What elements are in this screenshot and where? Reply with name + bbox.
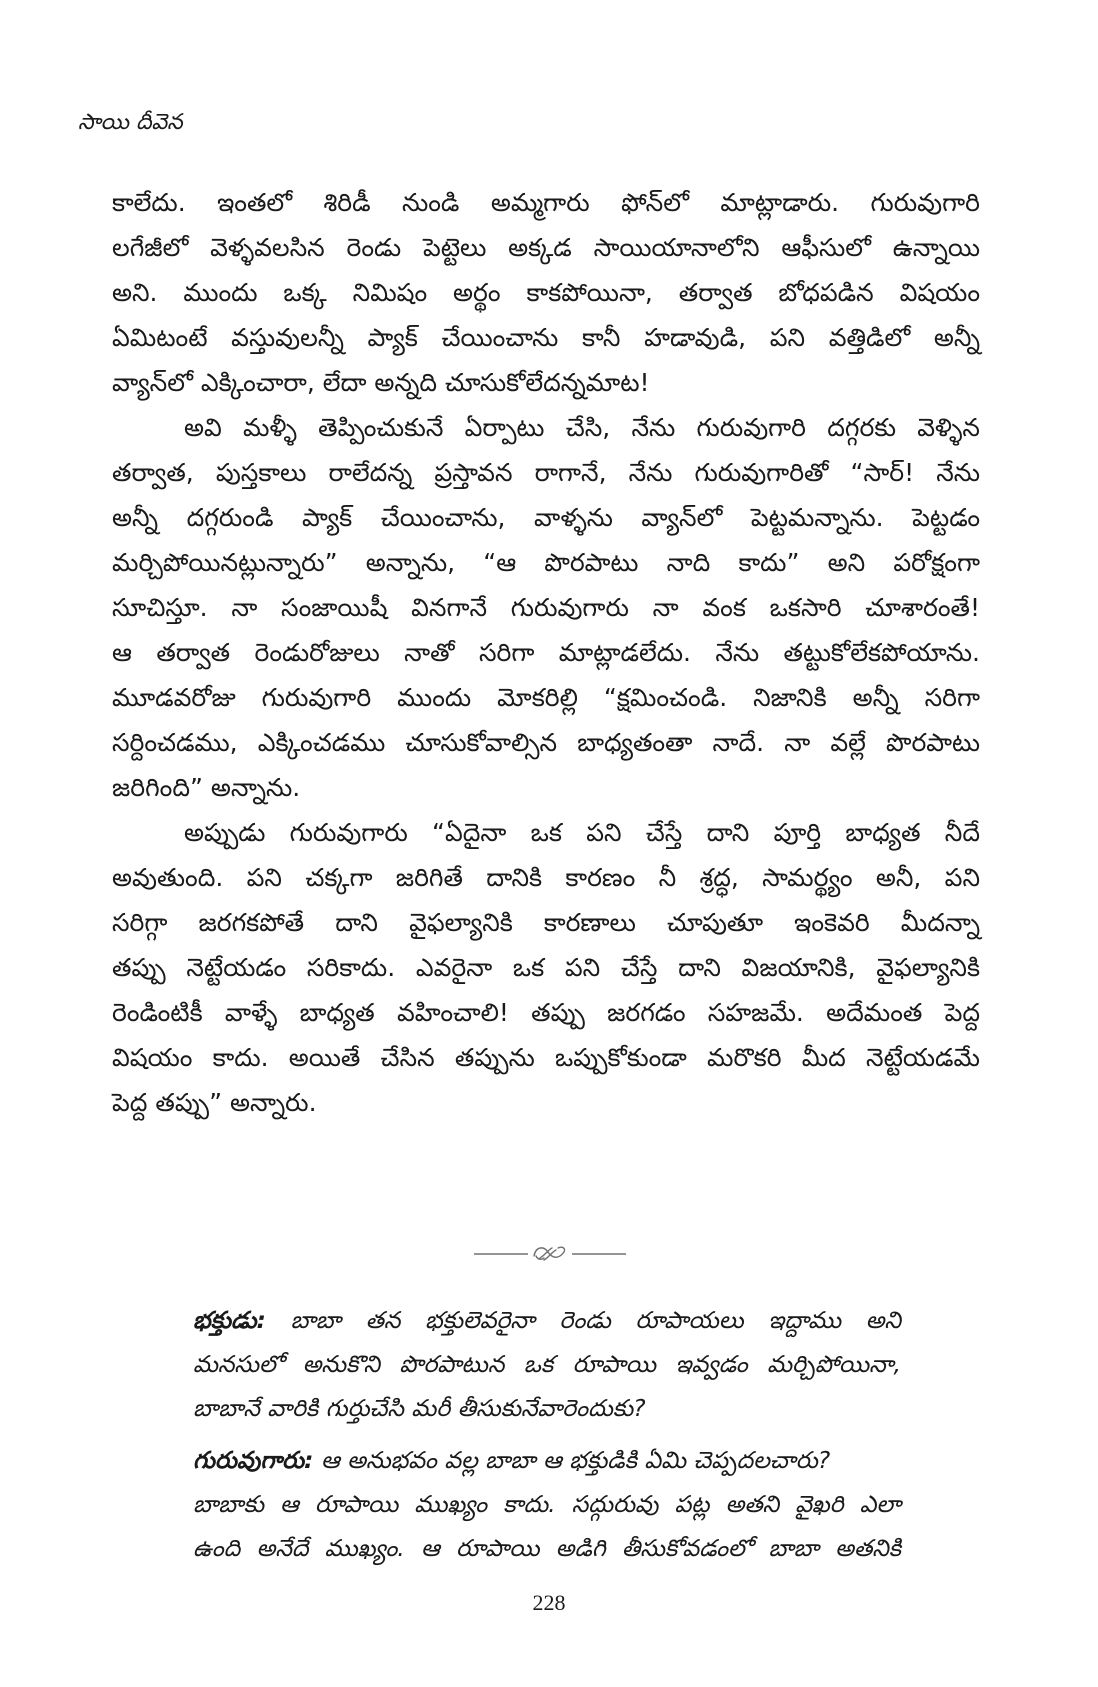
text-line: రెండింటికీ వాళ్ళే బాధ్యత వహించాలి! తప్పు జరగడం సహజమే. అదేమంత పెద్ద [112,998,980,1027]
page-number: 228 [532,1590,566,1615]
text-line: విషయం కాదు. అయితే చేసిన తప్పును ఒప్పుకోకుండా మరొకరి మీద నెట్టేయడమే [112,1043,980,1072]
text-line: మూడవరోజు గురువుగారి ముందు మోకరిల్లి “క్షమించండి. నిజానికి అన్నీ సరిగా [112,683,980,712]
flourish-divider-icon [470,1238,630,1268]
text-line: పెద్ద తప్పు” అన్నారు. [112,1088,317,1117]
text-line: ఏమిటంటే వస్తువులన్నీ ప్యాక్ చేయించాను కానీ హడావుడి, పని వత్తిడిలో అన్నీ [112,323,980,352]
text-line: కాలేదు. ఇంతలో శిరిడీ నుండి అమ్మగారు ఫోన్‌లో మాట్లాడారు. గురువుగారి [112,188,980,217]
text-line-paragraph-start: అవి మళ్ళీ తెప్పించుకునే ఏర్పాటు చేసి, నేను గురువుగారి దగ్గరకు వెళ్ళిన [184,413,980,442]
question-first-line [193,1298,901,1342]
question-line: బాబానే వారికి గుర్తుచేసి మరీ తీసుకునేవారెందుకు? [193,1394,646,1422]
running-head-title: సాయి దీవెన [78,110,183,135]
question-answer-block [193,1298,901,1570]
text-line: తర్వాత, పుస్తకాలు రాలేదన్న ప్రస్తావన రాగానే, నేను గురువుగారితో “సార్! నేను [112,458,980,487]
question-speaker: భక్తుడు: [193,1306,266,1334]
text-line: లగేజీలో వెళ్ళవలసిన రెండు పెట్టెలు అక్కడ సాయియానాలోని ఆఫీసులో ఉన్నాయి [112,233,980,262]
text-line: తప్పు నెట్టేయడం సరికాదు. ఎవరైనా ఒక పని చేస్తే దాని విజయానికి, వైఫల్యానికి [112,953,980,982]
text-line: మర్చిపోయినట్లున్నారు” అన్నాను, “ఆ పొరపాటు నాది కాదు” అని పరోక్షంగా [112,548,980,577]
text-line: ఆ తర్వాత రెండురోజులు నాతో సరిగా మాట్లాడలేదు. నేను తట్టుకోలేకపోయాను. [112,638,980,667]
text-line-paragraph-start: అప్పుడు గురువుగారు “ఏదైనా ఒక పని చేస్తే దాని పూర్తి బాధ్యత నీదే [184,818,980,847]
text-line: వ్యాన్‌లో ఎక్కించారా, లేదా అన్నది చూసుకోలేదన్నమాట! [112,368,650,397]
text-line: అవుతుంది. పని చక్కగా జరిగితే దానికి కారణం నీ శ్రద్ధ, సామర్థ్యం అనీ, పని [112,863,980,892]
question-line: మనసులో అనుకొని పొరపాటున ఒక రూపాయి ఇవ్వడం మర్చిపోయినా, [193,1350,901,1378]
answer-speaker: గురువుగారు: [193,1446,314,1474]
divider-swash [534,1247,565,1260]
answer-text: ఆ అనుభవం వల్ల బాబా ఆ భక్తుడికి ఏమి చెప్పదలచారు? [320,1446,831,1474]
text-line: సర్దించడము, ఎక్కించడము చూసుకోవాల్సిన బాధ్యతంతా నాదే. నా వల్లే పొరపాటు [112,728,980,757]
question-text: బాబా తన భక్తులెవరైనా రెండు రూపాయలు ఇద్దాము అని [290,1306,901,1334]
text-line: సూచిస్తూ. నా సంజాయిషీ వినగానే గురువుగారు నా వంక ఒకసారి చూశారంతే! [112,593,980,622]
text-line: అని. ముందు ఒక్క నిమిషం అర్థం కాకపోయినా, తర్వాత బోధపడిన విషయం [112,278,980,307]
text-line: సరిగ్గా జరగకపోతే దాని వైఫల్యానికి కారణాలు చూపుతూ ఇంకెవరి మీదన్నా [112,908,980,937]
answer-line: బాబాకు ఆ రూపాయి ముఖ్యం కాదు. సద్గురువు పట్ల అతని వైఖరి ఎలా [193,1490,901,1518]
main-text-block [112,180,980,1125]
answer-first-line [193,1438,901,1482]
text-line: జరిగింది” అన్నాను. [112,773,301,802]
answer-line: ఉంది అనేదే ముఖ్యం. ఆ రూపాయి అడిగి తీసుకోవడంలో బాబా అతనికి [193,1534,901,1562]
text-line: అన్నీ దగ్గరుండి ప్యాక్ చేయించాను, వాళ్ళను వ్యాన్‌లో పెట్టమన్నాను. పెట్టడం [112,503,980,532]
